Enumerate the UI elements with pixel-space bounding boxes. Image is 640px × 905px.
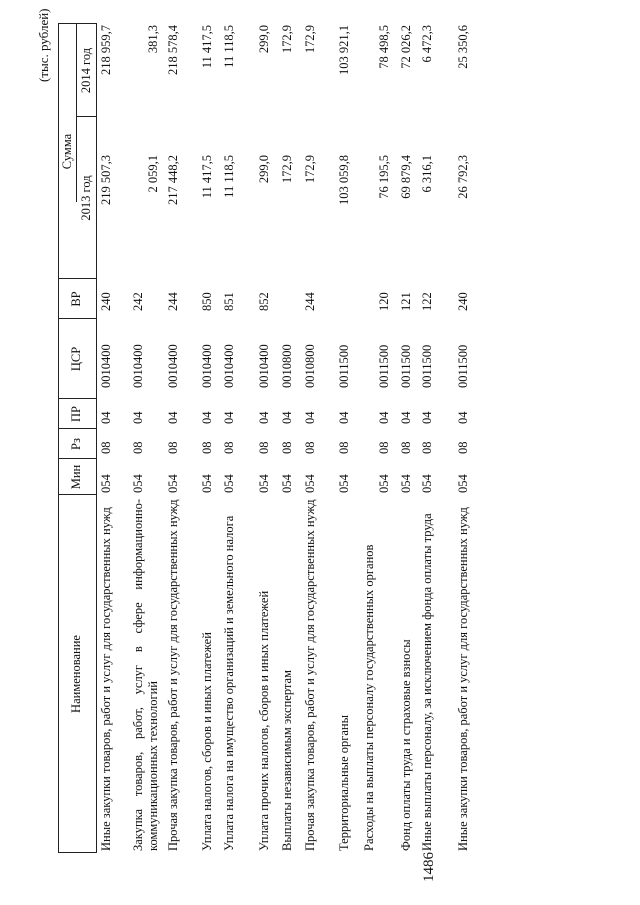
- row-10-min: 054: [377, 474, 391, 493]
- col-header-csr: ЦСР: [69, 346, 83, 372]
- row-1-2013: 219 507,3: [99, 155, 113, 205]
- row-6-2014: 299,0: [257, 25, 271, 54]
- row-8-2014: 172,9: [303, 25, 317, 54]
- row-5-2014: 11 118,5: [222, 25, 236, 68]
- row-2-min: 054: [131, 474, 145, 493]
- row-9-2013: 103 059,8: [337, 155, 351, 205]
- row-11-vr: 121: [399, 292, 413, 311]
- row-2-name: Закупка товаров, работ, услуг в сфере информационно-коммуникационных технологий: [131, 499, 160, 851]
- row-3-csr: 0010400: [166, 344, 180, 388]
- row-8-min: 054: [303, 474, 317, 493]
- row-13-2013: 26 792,3: [456, 155, 470, 199]
- row-4-csr: 0010400: [200, 344, 214, 388]
- row-6-2013: 299,0: [257, 155, 271, 184]
- row-10-csr: 0011500: [377, 344, 391, 388]
- row-10-name: Расходы на выплаты персоналу государственных органов: [362, 544, 376, 851]
- row-6-vr: 852: [257, 292, 271, 311]
- row-6-rz: 08: [257, 441, 271, 454]
- row-5-vr: 851: [222, 292, 236, 311]
- row-11-2014: 72 026,2: [399, 25, 413, 69]
- row-6-name: Уплата прочих налогов, сборов и иных платежей: [257, 590, 271, 851]
- row-1-min: 054: [99, 474, 113, 493]
- col-header-pr: ПР: [69, 406, 83, 422]
- row-7-2013: 172,9: [280, 155, 294, 184]
- row-3-pr: 04: [166, 411, 180, 424]
- row-13-min: 054: [456, 474, 470, 493]
- header-bottom-rule: [96, 23, 97, 853]
- row-7-name: Выплаты независимым экспертам: [280, 670, 294, 851]
- row-1-pr: 04: [99, 411, 113, 424]
- page-number: 1486: [421, 852, 437, 882]
- row-5-pr: 04: [222, 411, 236, 424]
- row-2-2014: 381,3: [146, 25, 160, 54]
- col-header-2014: 2014 год: [79, 47, 93, 94]
- row-12-2013: 6 316,1: [420, 155, 434, 193]
- row-7-csr: 0010800: [280, 344, 294, 388]
- row-2-pr: 04: [131, 411, 145, 424]
- row-8-csr: 0010800: [303, 344, 317, 388]
- row-5-name: Уплата налога на имущество организаций и земельного налога: [222, 515, 236, 851]
- row-8-name: Прочая закупка товаров, работ и услуг для государственных нужд: [303, 499, 317, 851]
- row-11-min: 054: [399, 474, 413, 493]
- row-4-2014: 11 417,5: [200, 25, 214, 69]
- row-4-rz: 08: [200, 441, 214, 454]
- row-1-rz: 08: [99, 441, 113, 454]
- row-1-vr: 240: [99, 292, 113, 311]
- row-6-csr: 0010400: [257, 344, 271, 388]
- col-header-name: Наименование: [69, 635, 83, 713]
- col-header-sum: Сумма: [60, 133, 74, 170]
- row-5-min: 054: [222, 474, 236, 493]
- row-2-rz: 08: [131, 441, 145, 454]
- row-12-2014: 6 472,3: [420, 25, 434, 63]
- row-3-min: 054: [166, 474, 180, 493]
- row-13-2014: 25 350,6: [456, 25, 470, 69]
- row-8-rz: 08: [303, 441, 317, 454]
- row-4-vr: 850: [200, 292, 214, 311]
- row-10-vr: 120: [377, 292, 391, 311]
- row-9-pr: 04: [337, 411, 351, 424]
- row-5-2013: 11 118,5: [222, 155, 236, 198]
- row-7-pr: 04: [280, 411, 294, 424]
- row-8-2013: 172,9: [303, 155, 317, 184]
- row-10-2014: 78 498,5: [377, 25, 391, 69]
- header-top-rule: [58, 23, 59, 853]
- row-3-name: Прочая закупка товаров, работ и услуг для государственных нужд: [166, 499, 180, 851]
- row-12-csr: 0011500: [420, 344, 434, 388]
- row-3-2014: 218 578,4: [166, 25, 180, 75]
- row-4-name: Уплата налогов, сборов и иных платежей: [200, 632, 214, 851]
- row-10-rz: 08: [377, 441, 391, 454]
- row-11-csr: 0011500: [399, 344, 413, 388]
- unit-note: (тыс. рублей): [36, 8, 51, 82]
- row-10-pr: 04: [377, 411, 391, 424]
- sum-subheader-rule: [76, 23, 77, 202]
- row-5-csr: 0010400: [222, 344, 236, 388]
- col-header-2013: 2013 год: [79, 175, 93, 221]
- row-12-name: Иные выплаты персоналу, за исключением фонда оплаты труда: [420, 513, 434, 851]
- row-4-min: 054: [200, 474, 214, 493]
- row-2-csr: 0010400: [131, 344, 145, 388]
- row-8-vr: 244: [303, 292, 317, 311]
- row-12-min: 054: [420, 474, 434, 493]
- row-11-pr: 04: [399, 411, 413, 424]
- row-12-vr: 122: [420, 292, 434, 311]
- row-4-2013: 11 417,5: [200, 155, 214, 199]
- row-2-2013: 2 059,1: [146, 155, 160, 193]
- col-header-min: Мин: [69, 464, 83, 490]
- row-11-2013: 69 879,4: [399, 155, 413, 199]
- col-header-rz: Рз: [69, 438, 83, 450]
- row-9-2014: 103 921,1: [337, 25, 351, 75]
- row-12-pr: 04: [420, 411, 434, 424]
- row-7-min: 054: [280, 474, 294, 493]
- row-11-name: Фонд оплаты труда и страховые взносы: [399, 639, 413, 851]
- row-12-rz: 08: [420, 441, 434, 454]
- row-2-vr: 242: [131, 292, 145, 311]
- row-3-vr: 244: [166, 292, 180, 311]
- col-header-vr: ВР: [69, 291, 83, 307]
- row-3-rz: 08: [166, 441, 180, 454]
- row-3-2013: 217 448,2: [166, 155, 180, 205]
- row-7-2014: 172,9: [280, 25, 294, 54]
- row-1-name: Иные закупки товаров, работ и услуг для государственных нужд: [99, 507, 113, 851]
- row-7-rz: 08: [280, 441, 294, 454]
- row-13-pr: 04: [456, 411, 470, 424]
- row-9-csr: 0011500: [337, 344, 351, 388]
- row-13-csr: 0011500: [456, 344, 470, 388]
- row-9-min: 054: [337, 474, 351, 493]
- row-1-2014: 218 959,7: [99, 25, 113, 75]
- row-1-csr: 0010400: [99, 344, 113, 388]
- row-13-name: Иные закупки товаров, работ и услуг для государственных нужд: [456, 507, 470, 851]
- row-8-pr: 04: [303, 411, 317, 424]
- row-4-pr: 04: [200, 411, 214, 424]
- row-9-name: Территориальные органы: [337, 714, 351, 851]
- row-13-rz: 08: [456, 441, 470, 454]
- row-13-vr: 240: [456, 292, 470, 311]
- row-9-rz: 08: [337, 441, 351, 454]
- row-10-2013: 76 195,5: [377, 155, 391, 199]
- row-6-min: 054: [257, 474, 271, 493]
- row-11-rz: 08: [399, 441, 413, 454]
- row-6-pr: 04: [257, 411, 271, 424]
- row-5-rz: 08: [222, 441, 236, 454]
